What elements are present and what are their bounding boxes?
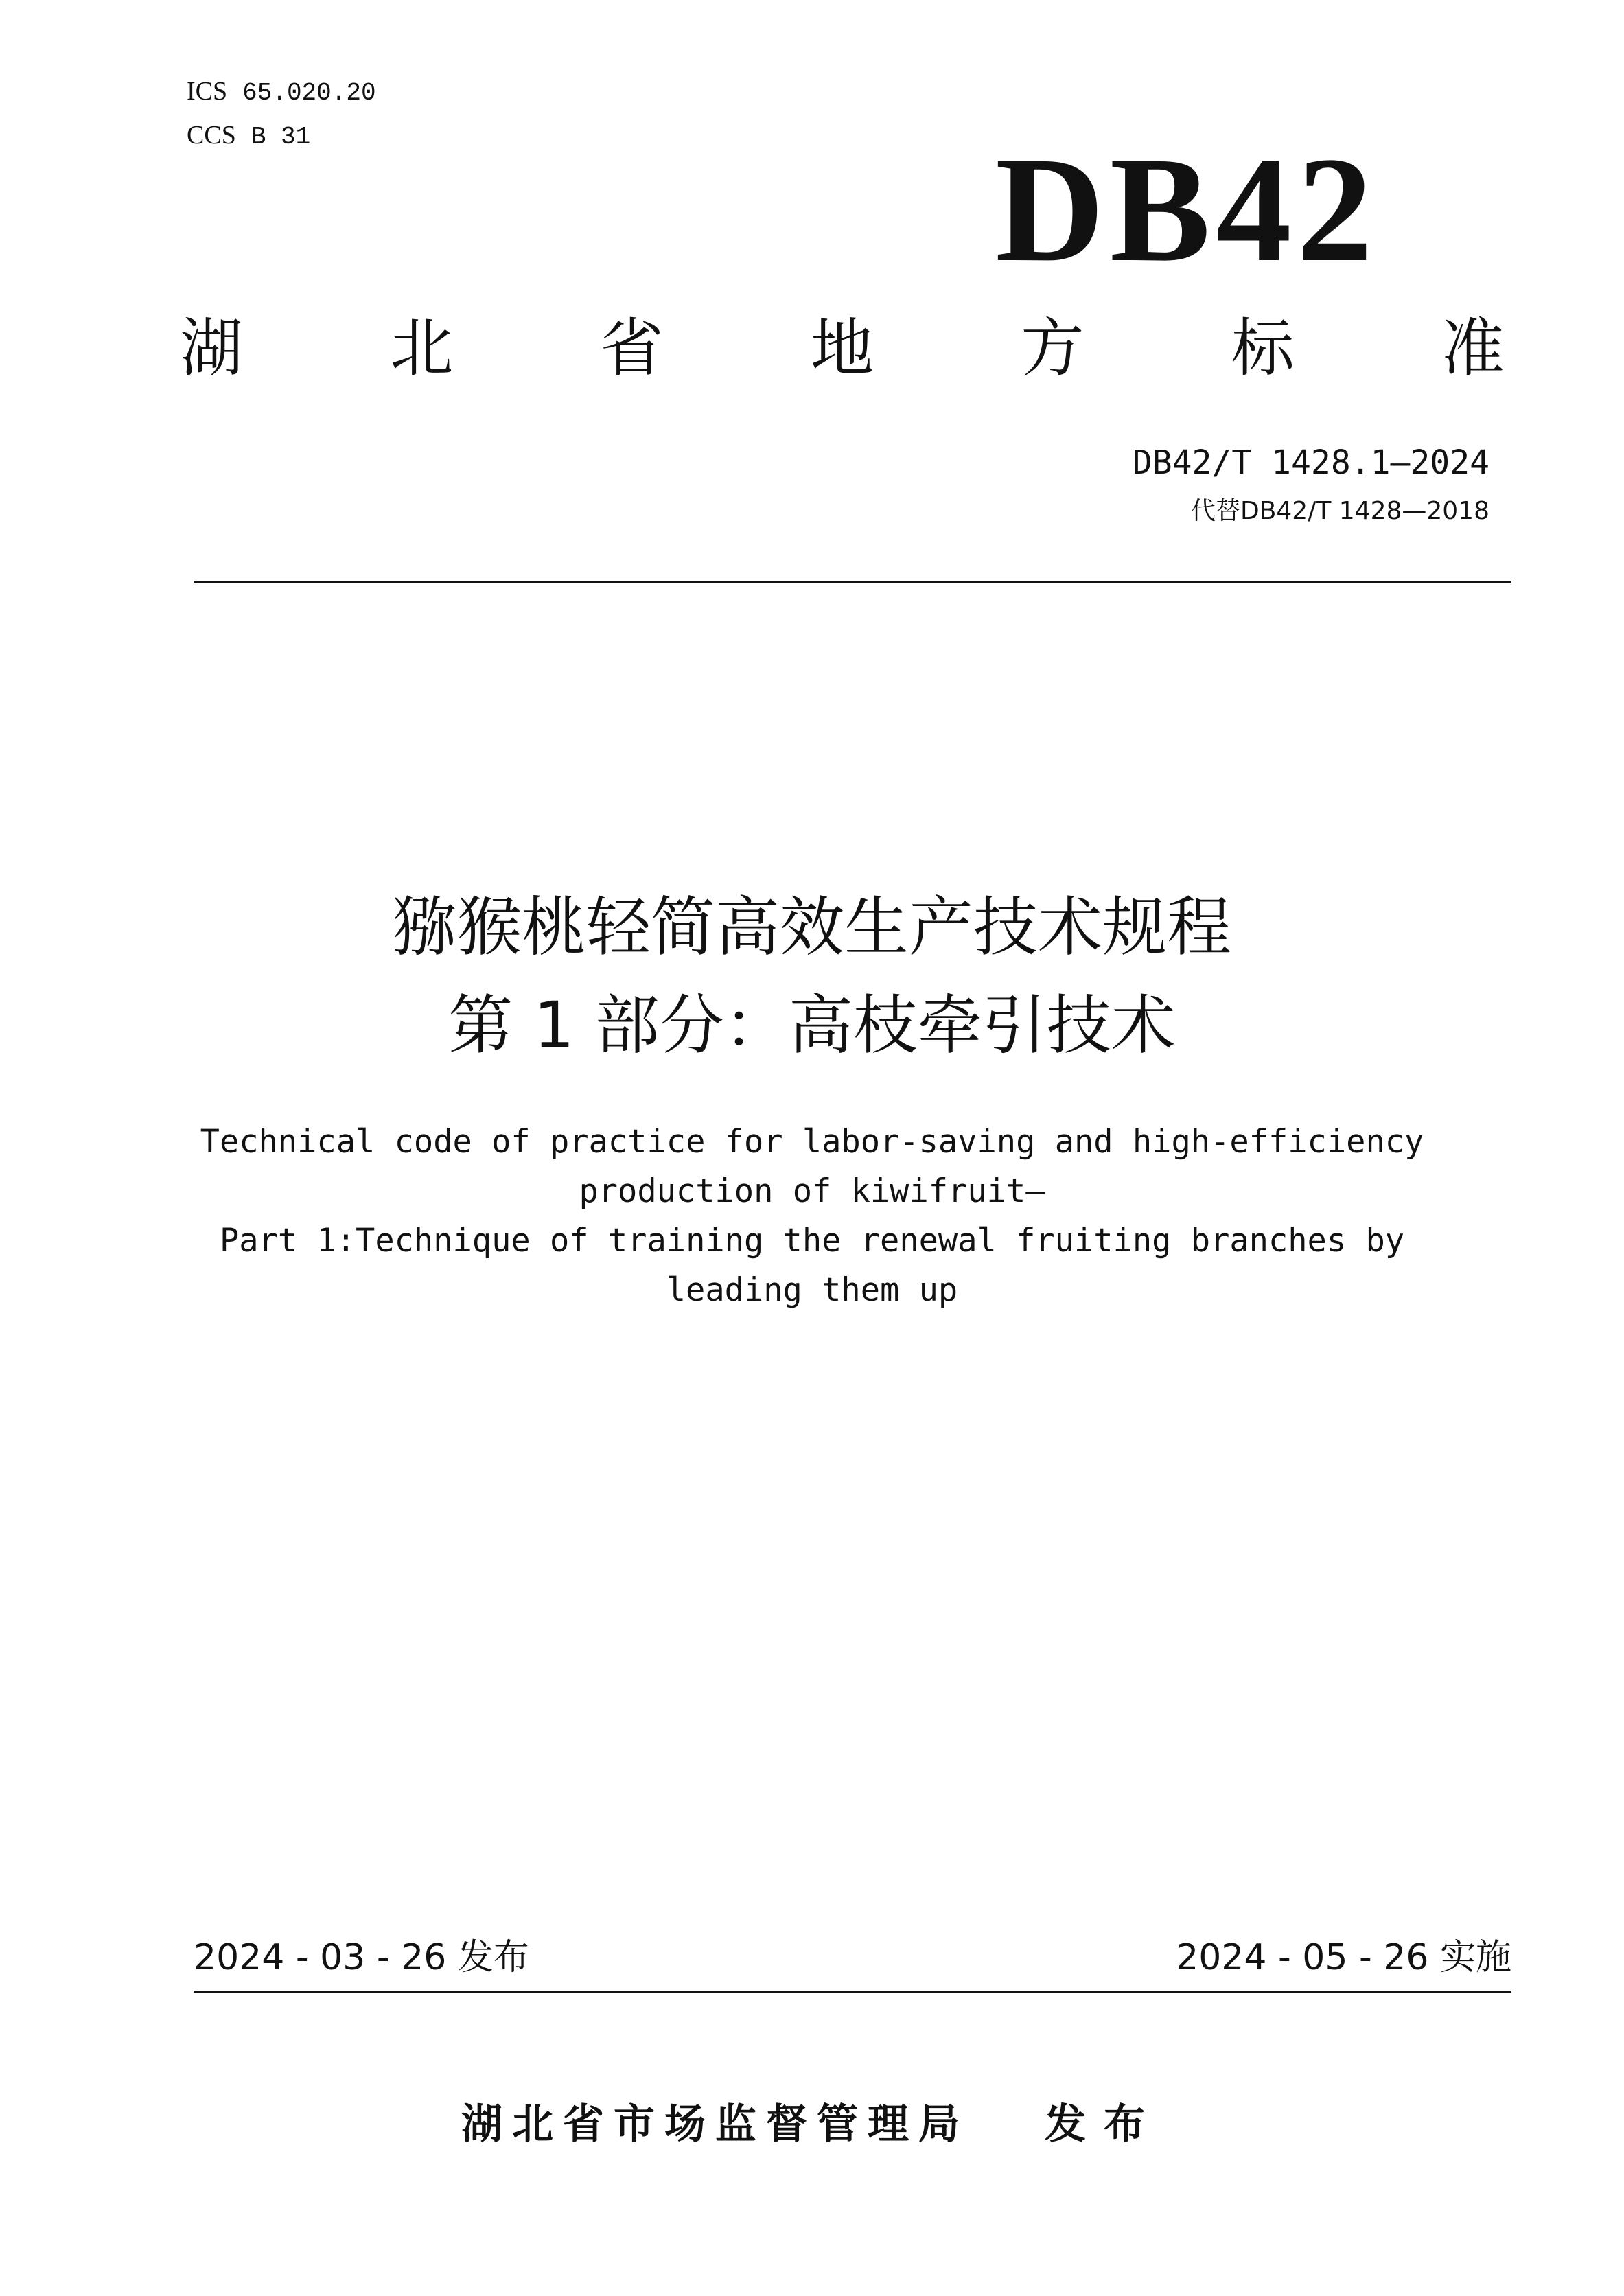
title-en-line: production of kiwifruit—: [579, 1172, 1045, 1210]
implement-date: 2024 - 05 - 26 实施: [1176, 1937, 1511, 1978]
standard-type-char: 省: [600, 312, 664, 385]
issuer-line: [0, 2100, 1624, 2148]
ics-line: [187, 78, 376, 106]
ics-label: ICS: [187, 77, 228, 106]
standard-type-char: 湖: [180, 312, 244, 385]
title-en-line: Part 1:Technique of training the renewal fruiting branches by: [219, 1222, 1405, 1260]
ccs-line: [187, 122, 310, 150]
header-divider: [194, 581, 1511, 583]
standard-type-char: 准: [1441, 312, 1505, 385]
ics-code: 65.020.20: [242, 79, 376, 107]
ccs-label: CCS: [187, 121, 236, 150]
publish-date: 2024 - 03 - 26 发布: [194, 1937, 529, 1978]
standard-type-char: 标: [1231, 312, 1295, 385]
db-mark: DB42: [995, 126, 1378, 293]
standard-type: [180, 312, 1505, 385]
standard-type-char: 地: [810, 312, 874, 385]
title-en-line: Technical code of practice for labor-saving and high-efficiency: [200, 1123, 1424, 1161]
replaces-note: 代替DB42/T 1428—2018: [1190, 497, 1489, 525]
title-en: [194, 1117, 1430, 1315]
title-cn-line1: 猕猴桃轻简高效生产技术规程: [392, 890, 1231, 965]
standard-type-char: 方: [1021, 312, 1084, 385]
standard-type-char: 北: [390, 312, 454, 385]
standard-number: DB42/T 1428.1—2024: [1132, 443, 1489, 482]
footer-divider: [194, 1991, 1511, 1993]
title-en-line: leading them up: [666, 1271, 958, 1309]
title-cn-line2: 第 1 部分：高枝牵引技术: [448, 988, 1176, 1063]
issuer-name: 湖北省市场监督管理局: [461, 2100, 969, 2148]
ccs-code: B 31: [251, 123, 311, 151]
issue-action: 发布: [1045, 2100, 1163, 2148]
